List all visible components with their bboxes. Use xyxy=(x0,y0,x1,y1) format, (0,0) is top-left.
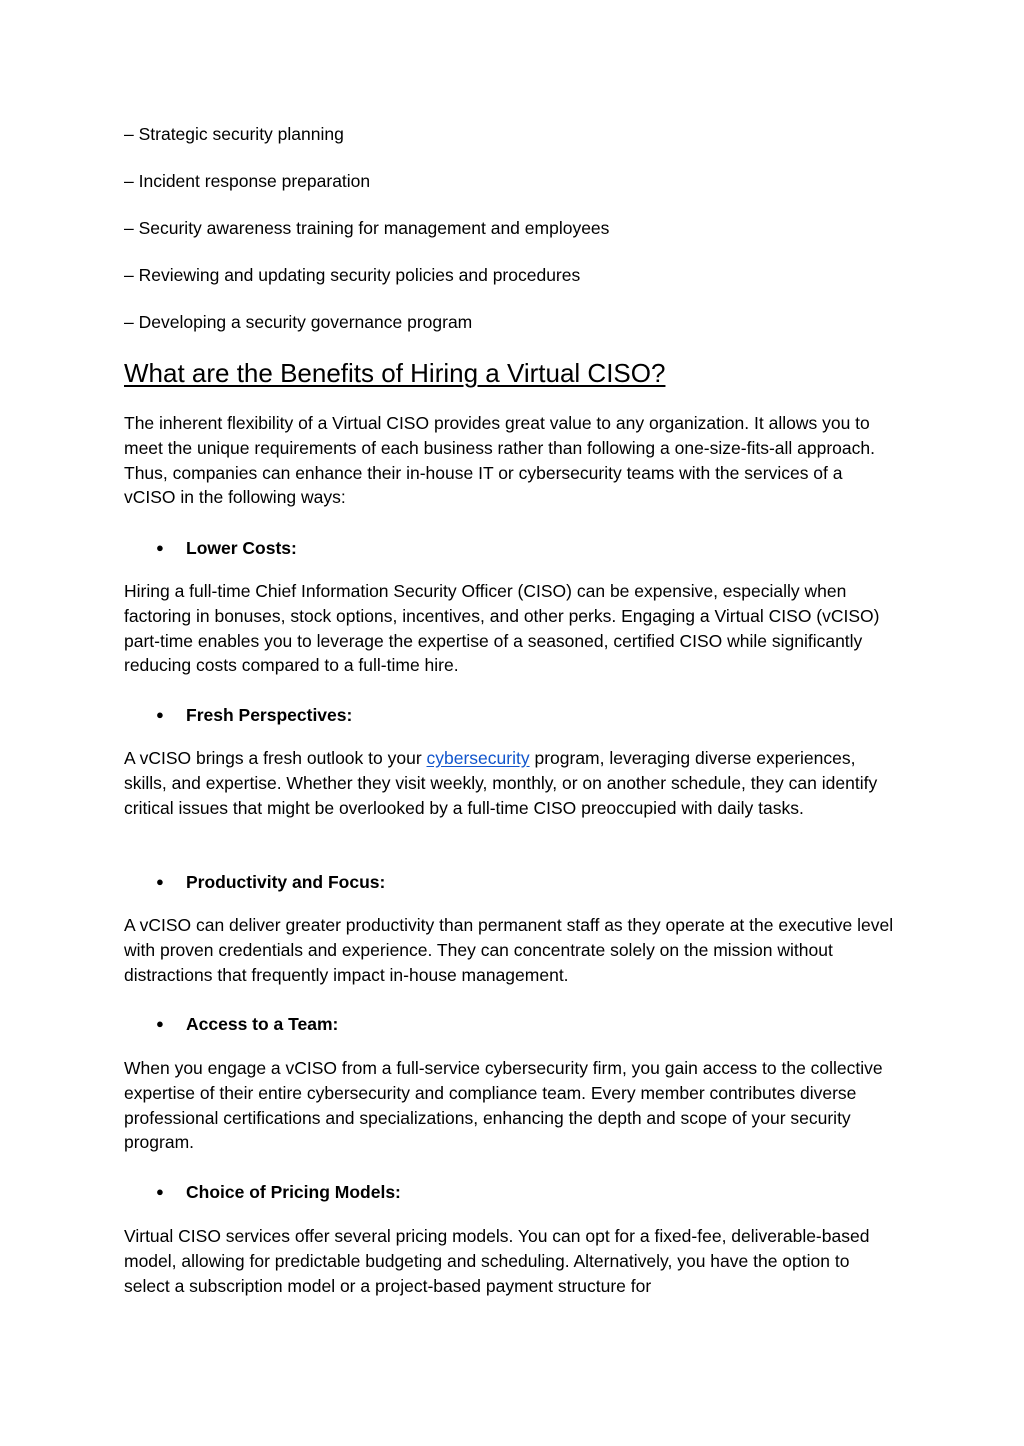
dash-list-item: – Incident response preparation xyxy=(124,171,371,191)
benefit-paragraph: When you engage a vCISO from a full-service cybersecurity firm, you gain access to the collective expertise of their entire cybersecurity and compliance team. Every member contributes diverse professional certifications and specializations, enhancing the depth and scope of your security program. xyxy=(124,1058,883,1153)
bullet-icon: ● xyxy=(156,1016,164,1031)
bullet-icon: ● xyxy=(156,540,164,555)
dash-list-item: – Developing a security governance program xyxy=(124,312,473,332)
benefit-paragraph: A vCISO can deliver greater productivity than permanent staff as they operate at the executive level with proven credentials and experience. They can concentrate solely on the mission without distractions that frequently impact in-house management. xyxy=(124,915,894,985)
benefit-paragraph: Virtual CISO services offer several pricing models. You can opt for a fixed-fee, deliverable-based model, allowing for predictable budgeting and scheduling. Alternatively, you have the option to select a subscription model or a project-based payment structure for xyxy=(124,1226,870,1296)
bullet-icon: ● xyxy=(156,1184,164,1199)
paragraph-text: A vCISO brings a fresh outlook to your xyxy=(124,748,427,768)
section-heading: What are the Benefits of Hiring a Virtual CISO? xyxy=(124,358,666,388)
intro-paragraph: The inherent flexibility of a Virtual CISO provides great value to any organization. It allows you to meet the unique requirements of each business rather than following a one-size-fits-all approach. Thus, companies can enhance their in-house IT or cybersecurity teams with the services of a vCISO in the following ways: xyxy=(124,413,875,508)
benefit-label: Lower Costs: xyxy=(186,538,297,558)
benefit-paragraph: Hiring a full-time Chief Information Security Officer (CISO) can be expensive, especially when factoring in bonuses, stock options, incentives, and other perks. Engaging a Virtual CISO (vCISO) part-time enables you to leverage the expertise of a seasoned, certified CISO while significantly reducing costs compared to a full-time hire. xyxy=(124,581,880,676)
dash-list-item: – Reviewing and updating security policies and procedures xyxy=(124,265,581,285)
benefit-label: Choice of Pricing Models: xyxy=(186,1182,401,1202)
benefit-paragraph xyxy=(124,746,894,820)
bullet-icon: ● xyxy=(156,707,164,722)
cybersecurity-link[interactable]: cybersecurity xyxy=(426,748,530,768)
benefit-label: Fresh Perspectives: xyxy=(186,705,353,725)
benefit-label: Access to a Team: xyxy=(186,1014,339,1034)
dash-list-item: – Strategic security planning xyxy=(124,124,344,144)
paragraph-text: program, leveraging diverse experiences, skills, and expertise. Whether they visit weekly, monthly, or on another schedule, they can identify critical issues that might be overlooked by a full-time CISO preoccupied with daily tasks. xyxy=(124,748,878,818)
benefit-label: Productivity and Focus: xyxy=(186,872,386,892)
dash-list-item: – Security awareness training for management and employees xyxy=(124,218,610,238)
bullet-icon: ● xyxy=(156,874,164,889)
